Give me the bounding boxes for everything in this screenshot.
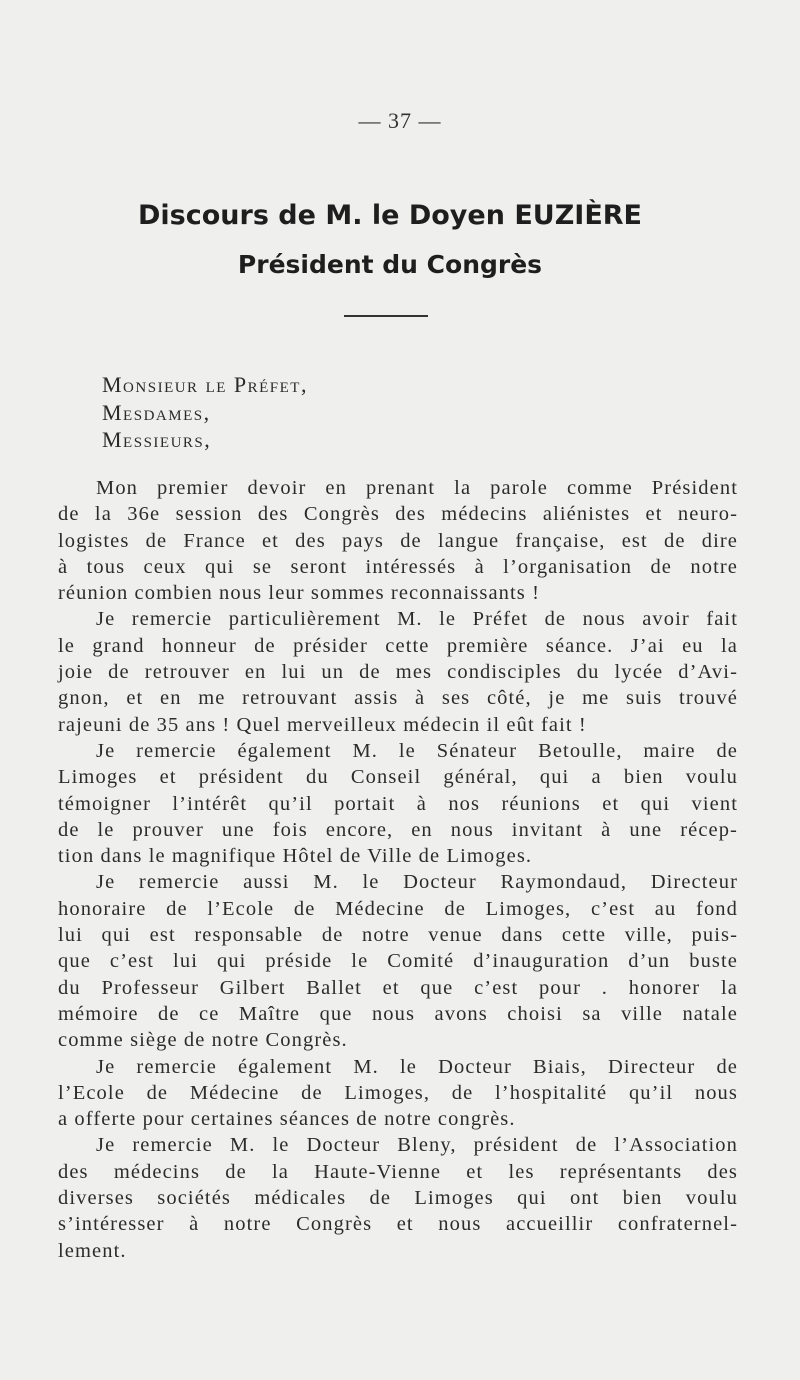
body-line: joie de retrouver en lui un de mes condisciples du lycée d’Avi-: [58, 661, 738, 684]
body-line: du Professeur Gilbert Ballet et que c’est pour . honorer la: [58, 976, 738, 999]
body-line: logistes de France et des pays de langue française, est de dire: [58, 529, 738, 552]
speech-title: Discours de M. le Doyen EUZIÈRE: [138, 200, 642, 231]
body-line: tion dans le magnifique Hôtel de Ville de Limoges.: [58, 845, 533, 868]
body-line: honoraire de l’Ecole de Médecine de Limoges, c’est au fond: [58, 897, 738, 920]
body-line: que c’est lui qui préside le Comité d’inauguration d’un buste: [58, 950, 738, 973]
body-line: Je remercie également M. le Docteur Biais, Directeur de: [96, 1055, 738, 1078]
body-line: des médecins de la Haute-Vienne et les représentants des: [58, 1160, 738, 1183]
title-divider: [344, 315, 428, 317]
speech-subtitle: Président du Congrès: [237, 250, 543, 279]
body-line: de la 36e session des Congrès des médecins aliénistes et neuro-: [58, 503, 738, 526]
salutation-line: Messieurs,: [102, 427, 212, 452]
salutation-line: Mesdames,: [102, 400, 211, 425]
body-line: de le prouver une fois encore, en nous invitant à une récep-: [58, 818, 738, 841]
body-line: lement.: [58, 1239, 127, 1262]
body-line: diverses sociétés médicales de Limoges qui ont bien voulu: [58, 1187, 738, 1210]
body-line: à tous ceux qui se seront intéressés à l’organisation de notre: [58, 555, 738, 578]
body-line: Je remercie également M. le Sénateur Betoulle, maire de: [96, 739, 738, 762]
speech-body: [58, 475, 738, 1264]
body-line: l’Ecole de Médecine de Limoges, de l’hospitalité qu’il nous: [58, 1081, 738, 1104]
body-line: témoigner l’intérêt qu’il portait à nos réunions et qui vient: [58, 792, 738, 815]
body-line: Limoges et président du Conseil général, qui a bien voulu: [58, 766, 738, 789]
body-line: a offerte pour certaines séances de notre congrès.: [58, 1108, 516, 1131]
body-line: Je remercie aussi M. le Docteur Raymondaud, Directeur: [96, 871, 738, 894]
body-line: s’intéresser à notre Congrès et nous accueillir confraternel-: [58, 1213, 738, 1236]
body-line: gnon, et en me retrouvant assis à ses côté, je me suis trouvé: [58, 687, 738, 710]
body-line: mémoire de ce Maître que nous avons choisi sa ville natale: [58, 1002, 738, 1025]
body-line: Mon premier devoir en prenant la parole comme Président: [96, 477, 738, 499]
page-number: — 37 —: [358, 108, 442, 133]
body-line: rajeuni de 35 ans ! Quel merveilleux médecin il eût fait !: [58, 713, 587, 736]
body-line: lui qui est responsable de notre venue dans cette ville, puis-: [58, 924, 738, 947]
body-line: Je remercie M. le Docteur Bleny, président de l’Association: [96, 1134, 738, 1157]
body-line: réunion combien nous leur sommes reconnaissants !: [58, 582, 541, 605]
body-line: Je remercie particulièrement M. le Préfet de nous avoir fait: [96, 608, 738, 631]
body-line: le grand honneur de présider cette première séance. J’ai eu la: [58, 634, 738, 657]
salutation-line: Monsieur le Préfet,: [102, 372, 308, 397]
body-line: comme siège de notre Congrès.: [58, 1029, 348, 1052]
